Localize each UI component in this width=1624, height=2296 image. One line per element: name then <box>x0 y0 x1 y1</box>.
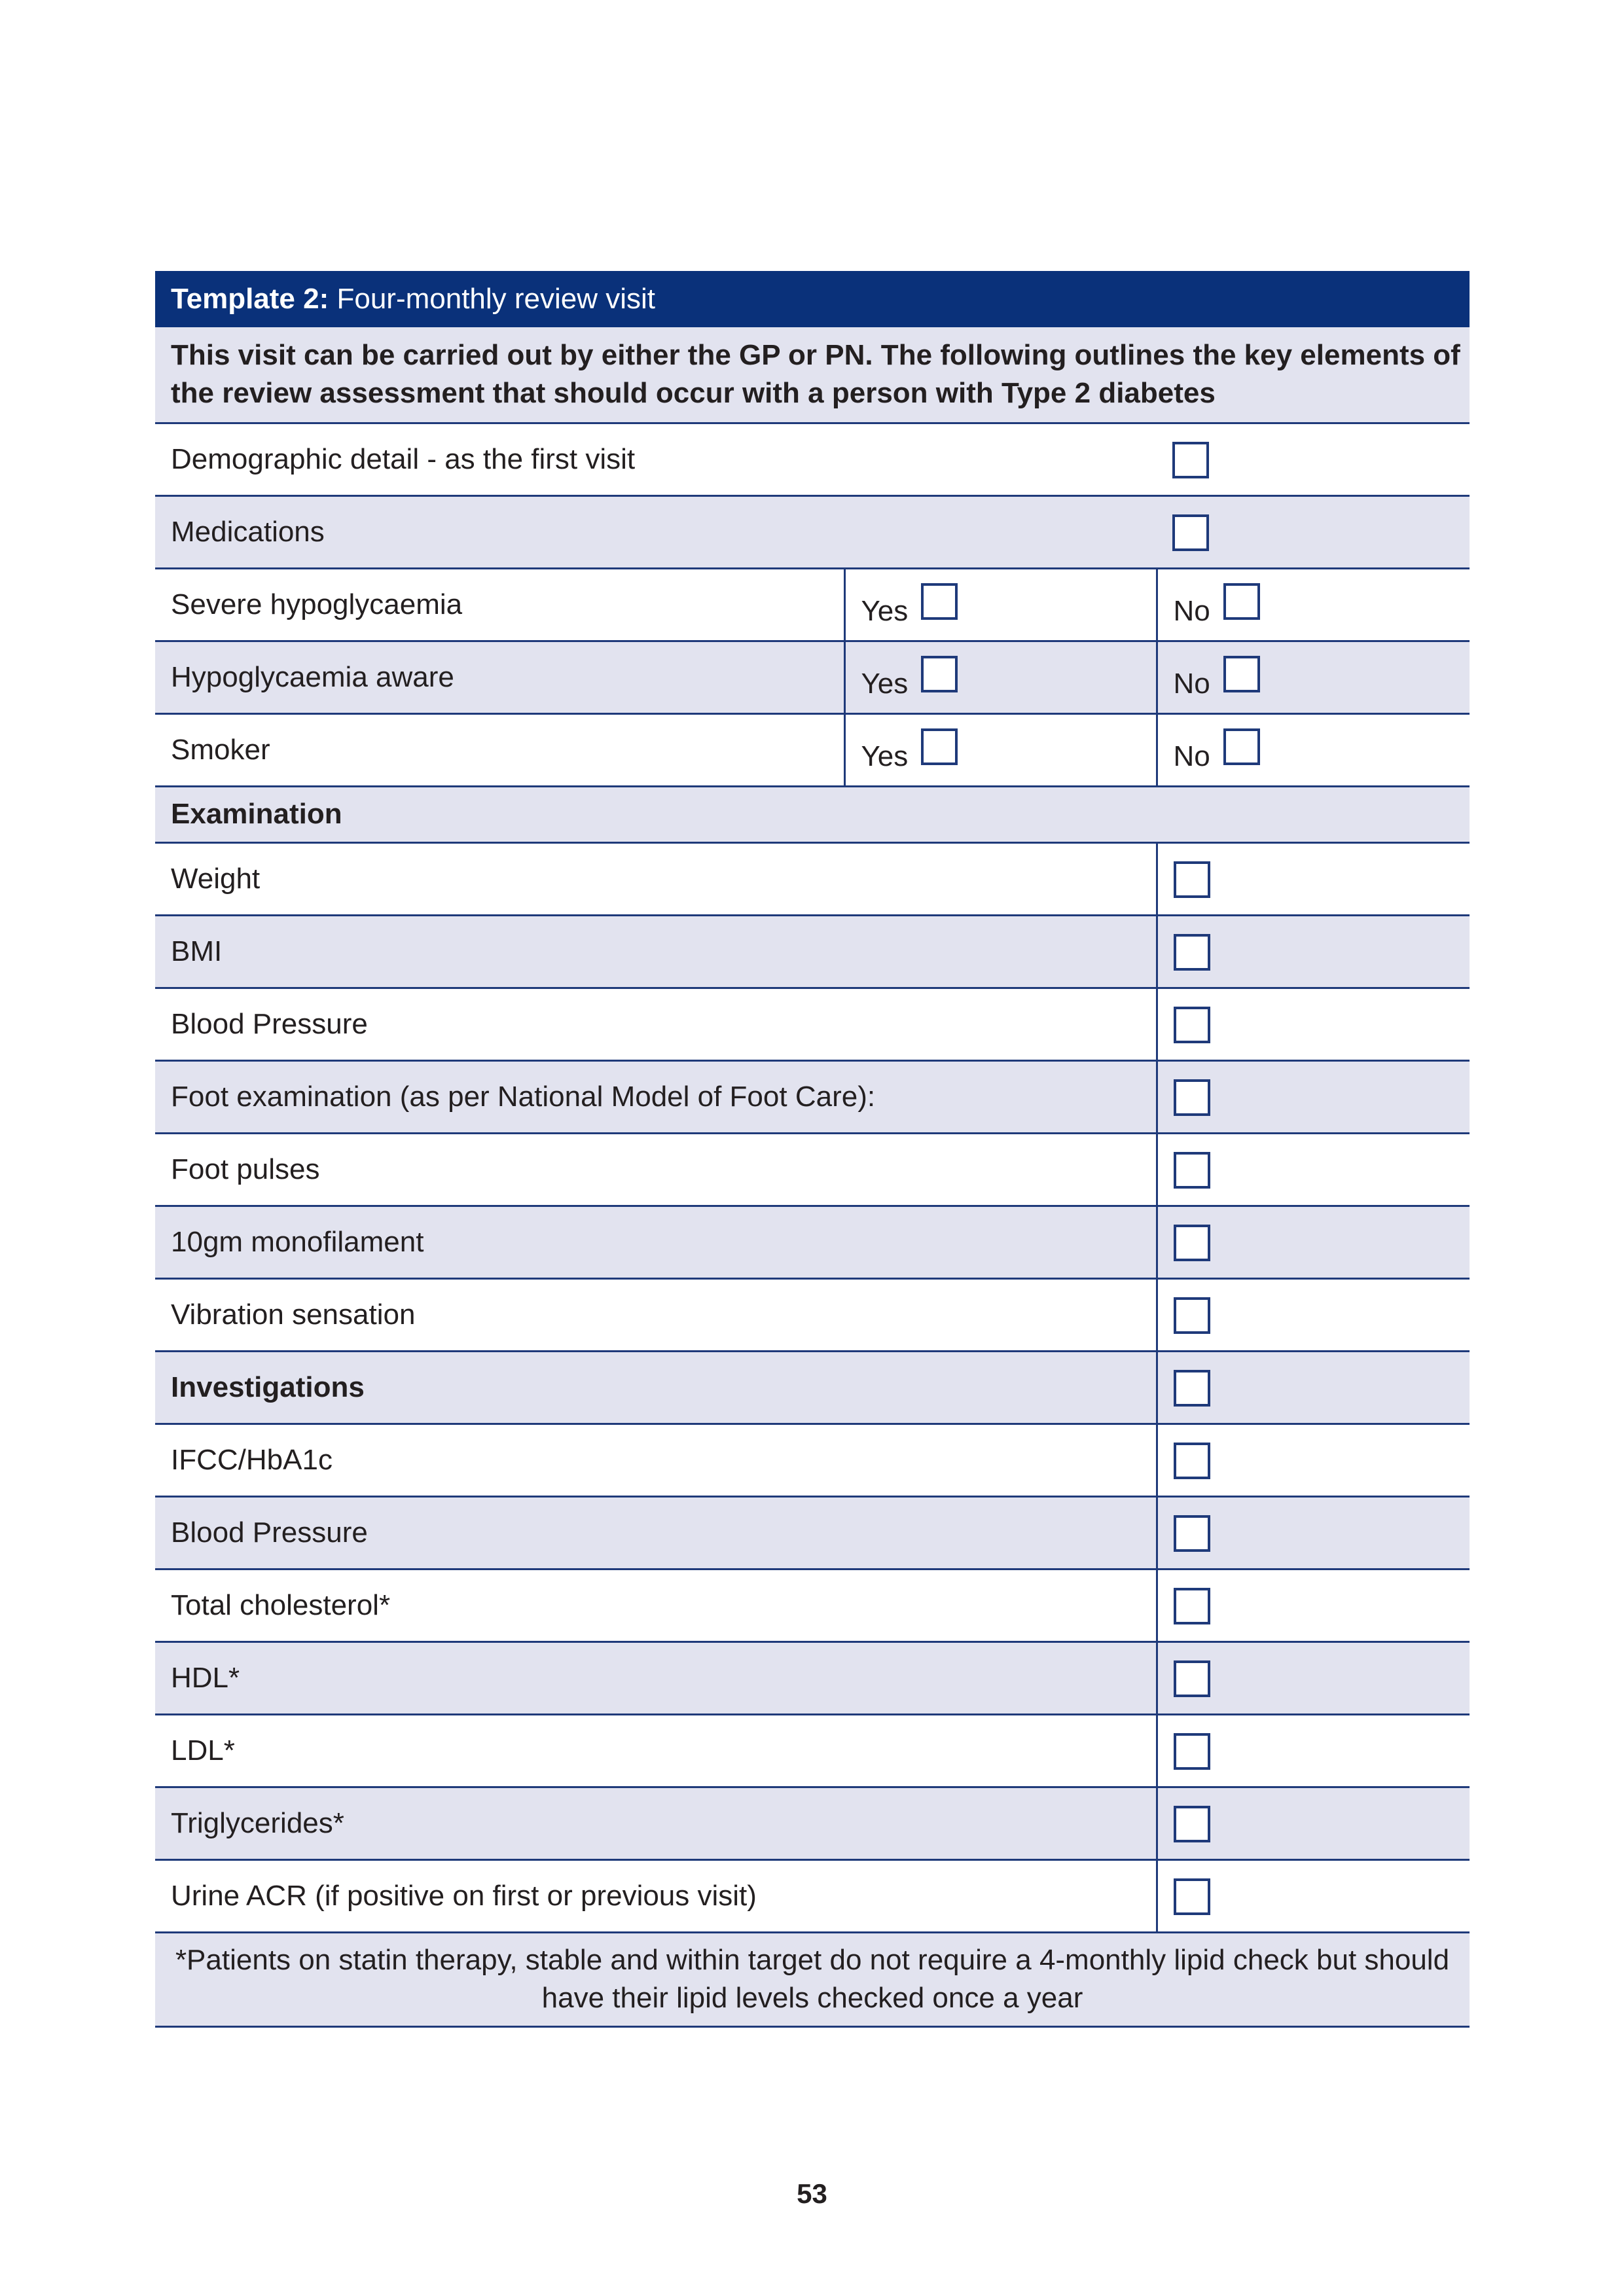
footnote-text: *Patients on statin therapy, stable and within target do not require a 4-monthly lipid check but should have their lipid levels checked once a year <box>155 1932 1470 2026</box>
row-triglycerides <box>155 1787 1470 1859</box>
row-label: Triglycerides* <box>155 1787 1157 1859</box>
row-hdl <box>155 1641 1470 1714</box>
ldl-checkbox[interactable] <box>1174 1733 1210 1770</box>
row-label: Demographic detail - as the first visit <box>155 423 1157 495</box>
row-hba1c <box>155 1424 1470 1496</box>
no-label: No <box>1173 595 1210 628</box>
intro-row <box>155 327 1470 423</box>
intro-text: This visit can be carried out by either the GP or PN. The following outlines the key elements of the review assessment that should occur with a person with Type 2 diabetes <box>155 327 1470 423</box>
row-foot-pulses <box>155 1133 1470 1206</box>
smoker-no-checkbox[interactable] <box>1223 728 1260 765</box>
row-urine-acr <box>155 1859 1470 1932</box>
hypo-aware-yes-checkbox[interactable] <box>921 656 958 692</box>
weight-checkbox[interactable] <box>1174 861 1210 898</box>
row-label: BMI <box>155 915 1157 988</box>
foot-pulses-checkbox[interactable] <box>1174 1152 1210 1189</box>
vibration-checkbox[interactable] <box>1174 1297 1210 1334</box>
row-severe-hypoglycaemia <box>155 568 1470 641</box>
template-label: Template 2: <box>171 283 329 315</box>
row-label: Urine ACR (if positive on first or previous visit) <box>155 1859 1157 1932</box>
severe-hypo-yes-checkbox[interactable] <box>921 583 958 620</box>
row-label: Vibration sensation <box>155 1278 1157 1351</box>
row-label: Weight <box>155 842 1157 915</box>
template-banner <box>155 271 1470 327</box>
demographic-checkbox[interactable] <box>1172 442 1209 478</box>
urine-acr-checkbox[interactable] <box>1174 1878 1210 1915</box>
row-weight <box>155 842 1470 915</box>
yes-label: Yes <box>861 668 909 700</box>
row-bmi <box>155 915 1470 988</box>
section-examination <box>155 786 1470 842</box>
no-label: No <box>1173 668 1210 700</box>
row-hypoglycaemia-aware <box>155 641 1470 713</box>
hba1c-checkbox[interactable] <box>1174 1443 1210 1479</box>
yes-label: Yes <box>861 740 909 773</box>
review-visit-form <box>155 271 1470 2028</box>
bmi-checkbox[interactable] <box>1174 934 1210 971</box>
smoker-yes-checkbox[interactable] <box>921 728 958 765</box>
row-total-cholesterol <box>155 1569 1470 1641</box>
row-label: IFCC/HbA1c <box>155 1424 1157 1496</box>
row-label: Foot pulses <box>155 1133 1157 1206</box>
section-heading: Examination <box>155 786 1470 842</box>
row-vibration <box>155 1278 1470 1351</box>
total-cholesterol-checkbox[interactable] <box>1174 1588 1210 1624</box>
row-smoker <box>155 713 1470 786</box>
row-label: Medications <box>155 495 1157 568</box>
page-number: 53 <box>797 2178 827 2209</box>
row-label: Blood Pressure <box>155 988 1157 1060</box>
foot-exam-checkbox[interactable] <box>1174 1079 1210 1116</box>
section-heading: Investigations <box>155 1351 1157 1424</box>
medications-checkbox[interactable] <box>1172 514 1209 551</box>
row-label: Severe hypoglycaemia <box>155 568 844 641</box>
triglycerides-checkbox[interactable] <box>1174 1806 1210 1842</box>
row-demographic <box>155 423 1470 495</box>
row-label: LDL* <box>155 1714 1157 1787</box>
row-ldl <box>155 1714 1470 1787</box>
yes-label: Yes <box>861 595 909 628</box>
bp-investigation-checkbox[interactable] <box>1174 1515 1210 1552</box>
bp-exam-checkbox[interactable] <box>1174 1007 1210 1043</box>
footnote-row <box>155 1932 1470 2026</box>
no-label: No <box>1173 740 1210 773</box>
row-foot-examination <box>155 1060 1470 1133</box>
row-label: 10gm monofilament <box>155 1206 1157 1278</box>
row-label: HDL* <box>155 1641 1157 1714</box>
monofilament-checkbox[interactable] <box>1174 1225 1210 1261</box>
hypo-aware-no-checkbox[interactable] <box>1223 656 1260 692</box>
row-monofilament <box>155 1206 1470 1278</box>
row-blood-pressure-investigation <box>155 1496 1470 1569</box>
severe-hypo-no-checkbox[interactable] <box>1223 583 1260 620</box>
row-label: Blood Pressure <box>155 1496 1157 1569</box>
investigations-checkbox[interactable] <box>1174 1370 1210 1407</box>
hdl-checkbox[interactable] <box>1174 1660 1210 1697</box>
row-label: Foot examination (as per National Model of Foot Care): <box>155 1060 1157 1133</box>
row-label: Total cholesterol* <box>155 1569 1157 1641</box>
row-label: Smoker <box>155 713 844 786</box>
row-medications <box>155 495 1470 568</box>
row-blood-pressure-exam <box>155 988 1470 1060</box>
row-investigations <box>155 1351 1470 1424</box>
template-title: Four-monthly review visit <box>329 283 656 315</box>
row-label: Hypoglycaemia aware <box>155 641 844 713</box>
